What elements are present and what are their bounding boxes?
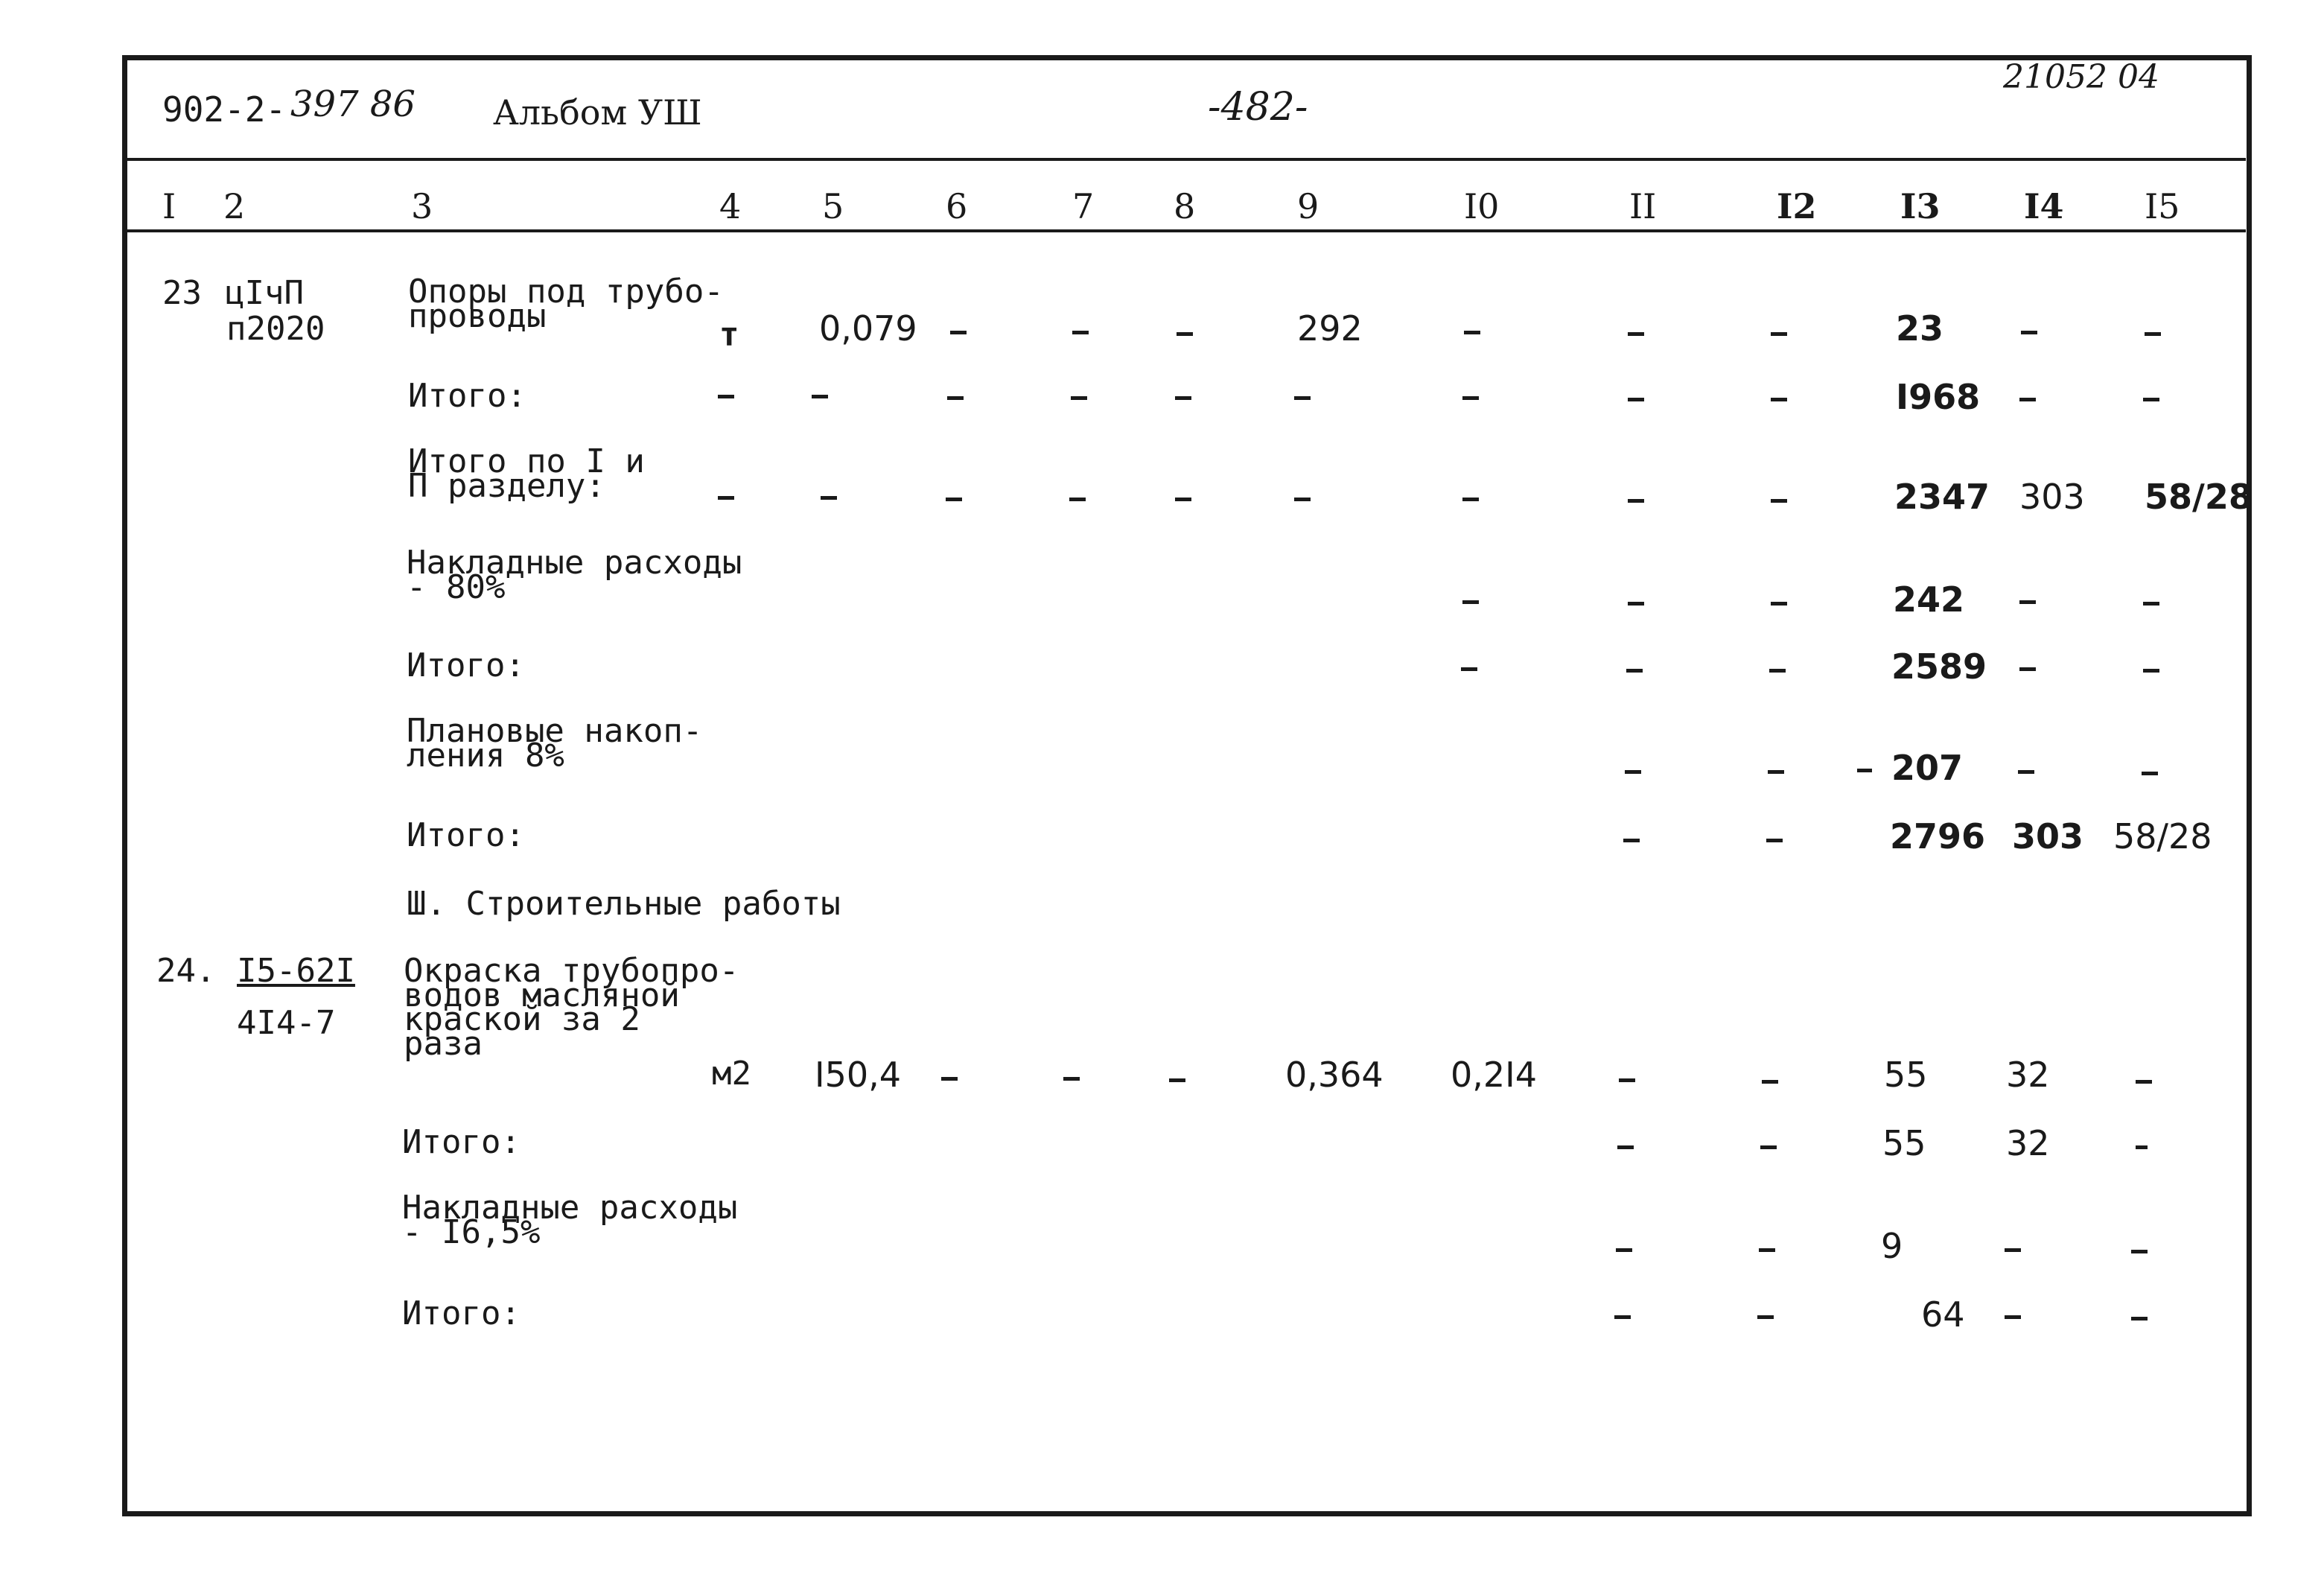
cell-value: 9	[1881, 1226, 1903, 1266]
cell-value: 58/28	[2145, 477, 2253, 517]
cell-value: 0,2I4	[1451, 1055, 1537, 1095]
dash-mark	[1766, 839, 1783, 842]
dash-mark	[2005, 1248, 2021, 1252]
row-label: Плановые накоп- ления 8%	[407, 712, 703, 775]
row-label: Итого:	[408, 377, 526, 415]
dash-mark	[2136, 1145, 2148, 1149]
row-label: Накладные расходы - I6,5%	[402, 1189, 738, 1251]
dash-mark	[1771, 602, 1787, 606]
section-title: Ш. Строительные работы	[407, 885, 841, 923]
album-title: Альбом УШ	[493, 92, 702, 133]
cell-value: 23	[1896, 308, 1944, 349]
dash-mark	[1762, 1080, 1778, 1084]
row-label: Итого по I и П разделу:	[408, 442, 645, 505]
dash-mark	[718, 395, 734, 398]
dash-mark	[1628, 398, 1644, 401]
quantity: I50,4	[815, 1055, 901, 1095]
archive-number: 21052 04	[2003, 58, 2159, 96]
unit: т	[719, 316, 739, 354]
dash-mark	[1628, 332, 1644, 336]
cell-value: 2796	[1890, 816, 1986, 856]
dash-mark	[2145, 332, 2161, 336]
cell-value: 292	[1297, 308, 1363, 349]
dash-mark	[1760, 1145, 1777, 1149]
dash-mark	[2136, 1080, 2152, 1084]
dash-mark	[941, 1077, 958, 1081]
dash-mark	[2143, 398, 2159, 401]
dash-mark	[1169, 1078, 1185, 1082]
dash-mark	[2005, 1315, 2021, 1319]
dash-mark	[946, 498, 962, 501]
dash-mark	[2131, 1250, 2148, 1253]
cell-value: 64	[1921, 1294, 1965, 1335]
cell-value: I968	[1896, 377, 1981, 417]
dash-mark	[1072, 331, 1089, 334]
dash-mark	[1626, 669, 1643, 673]
price-code: цIчП	[225, 274, 304, 312]
row-label: Накладные расходы - 80%	[407, 544, 742, 606]
cell-value: 32	[2006, 1055, 2050, 1095]
price-code-sub: 4I4-7	[237, 1004, 336, 1042]
column-header: 6	[946, 186, 968, 226]
dash-mark	[1616, 1248, 1632, 1252]
row-label: Итого:	[402, 1294, 520, 1332]
dash-mark	[821, 496, 837, 500]
dash-mark	[2142, 772, 2158, 775]
dash-mark	[812, 395, 828, 398]
cell-value: 207	[1891, 748, 1964, 788]
dash-mark	[1294, 396, 1311, 400]
dash-mark	[1628, 602, 1644, 606]
dash-mark	[1177, 332, 1193, 336]
price-code: I5-62I	[237, 952, 355, 990]
column-header-divider	[127, 229, 2246, 232]
project-code-handwritten: 397 86	[290, 83, 416, 125]
column-header: 7	[1072, 186, 1095, 226]
dash-mark	[2019, 600, 2036, 604]
row-label: Итого:	[407, 646, 525, 684]
dash-mark	[1625, 770, 1641, 774]
cell-value: 58/28	[2113, 816, 2212, 856]
column-header: I3	[1900, 186, 1941, 226]
dash-mark	[1175, 396, 1191, 400]
column-header: I0	[1464, 186, 1500, 226]
dash-mark	[1619, 1078, 1635, 1082]
dash-mark	[1069, 498, 1086, 501]
row-number: 23	[162, 274, 202, 312]
dash-mark	[2019, 667, 2036, 671]
dash-mark	[1857, 769, 1872, 772]
cell-value: 303	[2019, 477, 2085, 517]
dash-mark	[2018, 770, 2034, 774]
column-header: II	[1629, 186, 1657, 226]
cell-value: 242	[1893, 579, 1965, 620]
dash-mark	[1768, 770, 1784, 774]
dash-mark	[1462, 396, 1479, 400]
header-divider	[127, 158, 2246, 161]
column-header: 9	[1297, 186, 1319, 226]
column-header: 5	[822, 186, 844, 226]
dash-mark	[1771, 332, 1787, 336]
dash-mark	[2021, 331, 2037, 334]
cell-value: 303	[2012, 816, 2084, 856]
row-label: Итого:	[407, 816, 525, 854]
dash-mark	[1294, 498, 1311, 501]
item-description: Опоры под трубо- проводы	[408, 273, 724, 335]
page-number: -482-	[1208, 85, 1308, 130]
dash-mark	[2131, 1317, 2148, 1320]
dash-mark	[1464, 331, 1480, 334]
dash-mark	[2143, 669, 2159, 673]
unit: м2	[712, 1055, 751, 1093]
cell-value: 55	[1882, 1123, 1926, 1163]
project-code: 902-2-	[162, 89, 287, 130]
dash-mark	[1462, 600, 1479, 604]
column-header: I2	[1777, 186, 1817, 226]
dash-mark	[1617, 1145, 1634, 1149]
cell-value: 2347	[1894, 477, 1990, 517]
dash-mark	[1757, 1315, 1774, 1319]
column-header: I	[162, 186, 176, 226]
column-header: 4	[719, 186, 742, 226]
dash-mark	[1628, 499, 1644, 503]
dash-mark	[2143, 602, 2159, 606]
dash-mark	[2019, 398, 2036, 401]
cell-value: 2589	[1891, 646, 1987, 687]
row-number: 24.	[156, 952, 216, 990]
dash-mark	[1614, 1315, 1631, 1319]
row-label: Итого:	[402, 1123, 520, 1161]
column-header: 8	[1174, 186, 1196, 226]
column-header: 3	[411, 186, 433, 226]
cell-value: 0,364	[1285, 1055, 1384, 1095]
cell-value: 55	[1884, 1055, 1928, 1095]
quantity: 0,079	[819, 308, 917, 349]
column-header: I4	[2024, 186, 2064, 226]
dash-mark	[1771, 499, 1787, 503]
dash-mark	[1071, 396, 1087, 400]
item-description: Окраска трубопро- водов масляной краской за 2 раза	[404, 952, 739, 1063]
dash-mark	[1063, 1077, 1080, 1081]
column-header: 2	[223, 186, 246, 226]
column-header: I5	[2145, 186, 2180, 226]
dash-mark	[718, 496, 734, 500]
dash-mark	[950, 331, 967, 334]
dash-mark	[1462, 498, 1479, 501]
dash-mark	[1771, 398, 1787, 401]
cell-value: 32	[2006, 1123, 2050, 1163]
dash-mark	[1461, 667, 1477, 671]
price-code-sub: п2020	[226, 310, 325, 348]
dash-mark	[947, 396, 964, 400]
dash-mark	[1759, 1248, 1775, 1252]
dash-mark	[1623, 839, 1640, 842]
dash-mark	[1175, 498, 1191, 501]
dash-mark	[1769, 669, 1786, 673]
